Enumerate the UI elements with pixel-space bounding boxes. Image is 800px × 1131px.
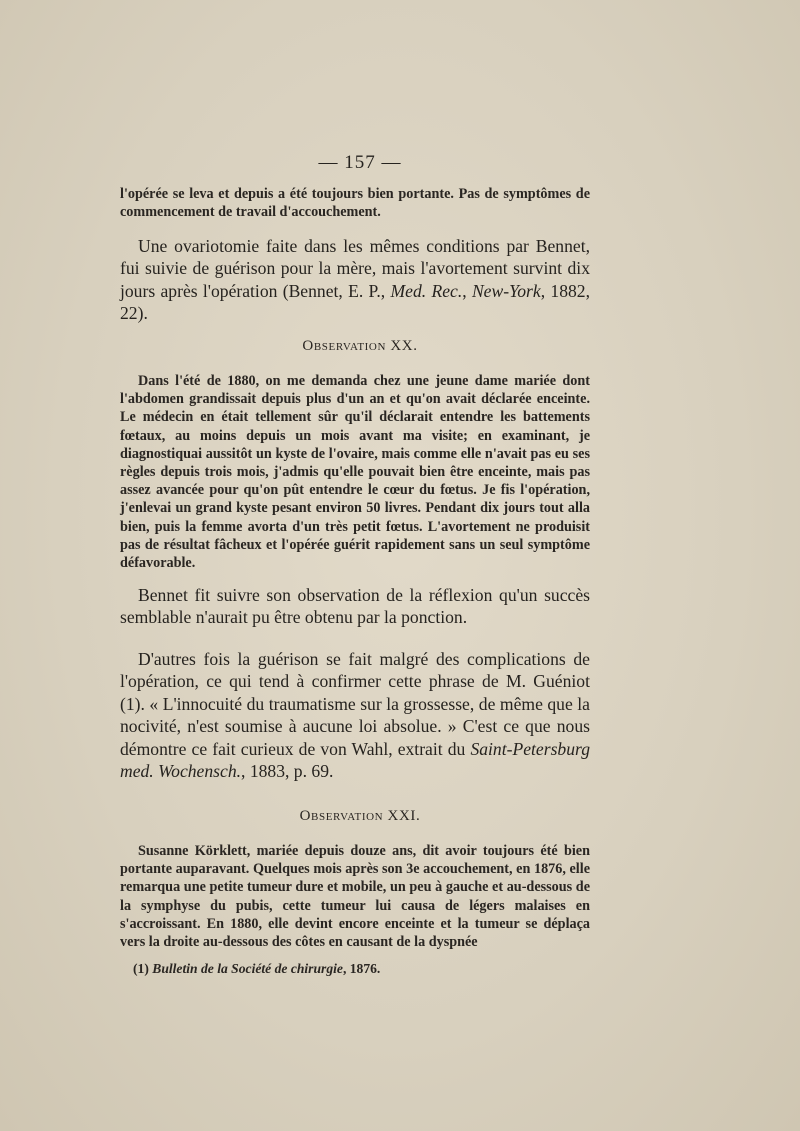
city-name: New-York xyxy=(471,280,541,301)
paragraph-text: Dans l'été de 1880, on me demanda chez une jeune dame mariée dont l'abdomen grandissait depuis plus d'un an et qu'on avait déclarée enceinte. Le médecin en était tellement sûr qu'il déclarait entendre les battements fœtaux, au moins depuis un mois avant ma visite; en examinant, je diagnostiquai aussitôt un kyste de l'ovaire, mais comme elle n'avait pas eu ses règles depuis trois mois, j'admis qu'elle pouvait bien être enceinte, mais pas assez avancée pour qu'on pût entendre le cœur du fœtus. Je fis l'opération, j'enlevai un grand kyste pesant environ 50 livres. Pendant dix jours tout alla bien, puis la femme avorta d'un très petit fœtus. L'avortement ne produisit pas de résultat fâcheux et l'opérée guérit rapidement sans un seul symptôme défavorable. xyxy=(120,373,590,572)
heading-text: Observation XXI. xyxy=(299,808,421,824)
page-number: — 157 — xyxy=(318,152,402,173)
separator: , xyxy=(462,280,472,301)
paragraph-text: Bennet fit suivre son observation de la réflexion qu'un succès semblable n'aurait pu être obtenu par la ponction. xyxy=(120,585,590,628)
paragraph-text: D'autres fois la guérison se fait malgré des complications de l'opération, ce qui tend à confirmer cette phrase de M. Guéniot (1). « L'innocuité du traumatisme sur la grossesse, de même que la nocivité, n'est soumise à aucune loi absolue. » C'est ce que nous démontre ce fait curieux de von Wahl, extrait du xyxy=(120,649,590,759)
journal-title: Med. Rec. xyxy=(390,280,463,301)
citation-tail: , 1883, p. 69. xyxy=(241,761,334,782)
heading-text: Observation XX. xyxy=(302,338,418,354)
paragraph-complications xyxy=(120,648,590,782)
footnote-marker: (1) xyxy=(133,961,153,976)
paragraph-text: Susanne Körklett, mariée depuis douze ans, dit avoir toujours été bien portante auparavant. Quelques mois après son 3e accouchement, en 1876, elle remarqua une petite tumeur dure et mobile, un peu à gauche et au-dessous de la symphyse du pubis, cette tumeur lui causa de légers malaises en s'accroissant. En 1880, elle devint encore enceinte et la tumeur se déplaça vers la droite au-dessous des côtes en causant de la dyspnée xyxy=(120,843,590,951)
observation-body xyxy=(120,372,590,572)
citation-tail: , 1882, 22). xyxy=(120,280,590,324)
footnote-tail: , 1876. xyxy=(342,961,381,976)
footnote-title: Bulletin de la Société de chirurgie xyxy=(152,961,343,976)
observation-heading xyxy=(0,338,720,355)
paragraph-text: Une ovariotomie faite dans les mêmes conditions par Bennet, fui suivie de guérison pour la mère, mais l'avortement survint dix jours après l'opération (Bennet, E. P., xyxy=(120,236,590,301)
paragraph-text: l'opérée se leva et depuis a été toujours bien portante. Pas de symptômes de commencement de travail d'accouchement. xyxy=(120,186,590,221)
observation-body xyxy=(120,842,590,951)
paragraph-bennet xyxy=(120,235,590,325)
observation-heading xyxy=(0,808,720,825)
footnote xyxy=(133,961,593,977)
paragraph-continuation xyxy=(120,185,590,221)
source-title: Saint-Petersburg med. Wochensch. xyxy=(120,738,590,782)
paragraph-reflection xyxy=(120,584,590,629)
